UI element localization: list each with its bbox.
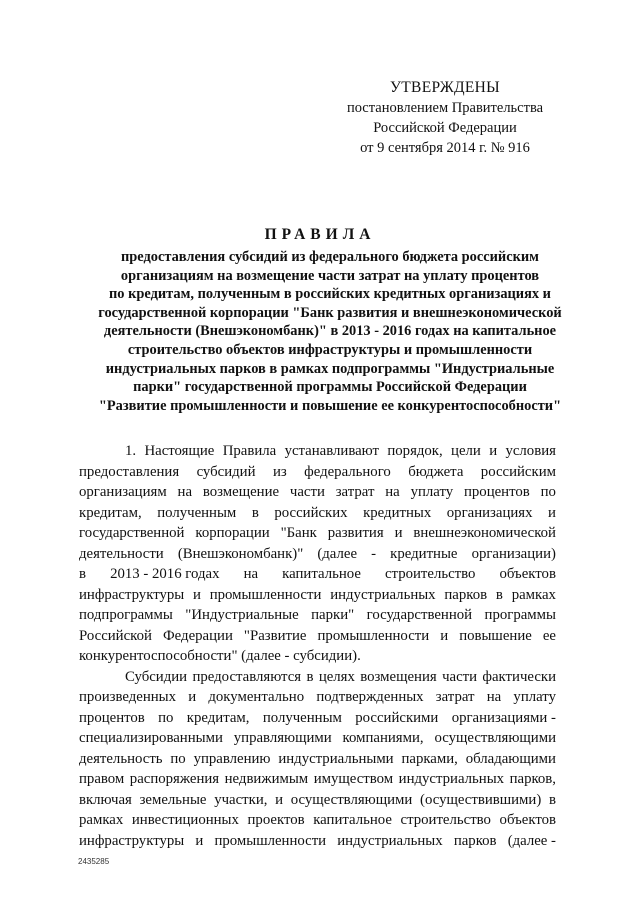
- subtitle-line: парки" государственной программы Российской Федерации: [133, 379, 527, 396]
- word: возмещение: [202, 484, 280, 500]
- word: правом: [79, 771, 125, 787]
- word: части: [442, 668, 478, 685]
- word: российскими: [355, 709, 439, 726]
- word: парки": [311, 607, 355, 623]
- word: компаниями,: [342, 730, 424, 746]
- word: имуществом: [313, 771, 394, 787]
- word: документально: [208, 689, 305, 705]
- word: участки,: [214, 791, 268, 808]
- word: осуществляющими: [290, 791, 413, 808]
- word: объектов: [499, 566, 556, 582]
- word: процентов: [79, 709, 145, 726]
- text-line: [79, 687, 556, 708]
- word: порядок,: [387, 443, 443, 459]
- word: строительство: [384, 566, 476, 582]
- word: и: [394, 525, 403, 541]
- word: промышленности: [317, 627, 430, 644]
- word: целях: [318, 668, 355, 685]
- word: рамках: [79, 812, 124, 828]
- word: в: [79, 566, 86, 582]
- word: в: [495, 586, 503, 603]
- word: затрат: [335, 484, 375, 500]
- word: на: [177, 484, 193, 500]
- word: деятельность: [79, 750, 163, 767]
- word: на: [486, 689, 502, 705]
- word: российских: [274, 504, 348, 521]
- text-line: [79, 831, 556, 852]
- word: по: [158, 709, 174, 726]
- word: проектов: [247, 812, 305, 828]
- word: кредитные: [390, 545, 458, 562]
- word: промышленности: [214, 832, 327, 849]
- word: конкурентоспособности" (далее - субсидии).: [79, 648, 361, 664]
- word: в: [251, 504, 259, 521]
- text-line: [79, 810, 556, 831]
- word: государственной: [366, 607, 473, 623]
- word: Федерации: [162, 627, 233, 644]
- word: и: [489, 443, 498, 459]
- word: цели: [451, 443, 481, 459]
- word: инфраструктуры: [79, 832, 185, 849]
- word: 2013 - 2016 годах: [110, 566, 220, 582]
- text-line: [79, 790, 556, 811]
- word: программы: [484, 607, 556, 623]
- word: затрат: [435, 689, 475, 705]
- word: управлению: [193, 750, 271, 767]
- text-line: [79, 482, 556, 503]
- document-code: 2435285: [78, 857, 110, 866]
- word: из: [272, 463, 287, 480]
- text-line: [79, 667, 556, 688]
- approval-stamp: [300, 78, 590, 158]
- word: устанавливают: [284, 443, 380, 459]
- subtitle-line: "Развитие промышленности и повышение ее конкурентоспособности": [98, 397, 562, 414]
- subtitle-line: индустриальных парков в рамках подпрограммы "Индустриальные: [105, 360, 555, 377]
- word: "Индустриальные: [185, 607, 299, 623]
- word: фактически: [482, 668, 556, 685]
- text-line: [79, 708, 556, 729]
- paragraph-1: [79, 441, 556, 667]
- word: капитальное: [282, 566, 361, 582]
- word: и: [440, 627, 449, 644]
- word: кредитам,: [186, 709, 250, 726]
- word: подпрограммы: [79, 607, 173, 623]
- word: государственной: [79, 525, 185, 541]
- word: и: [188, 689, 197, 705]
- word: на: [385, 484, 400, 500]
- word: (далее -: [507, 832, 556, 849]
- text-line: [79, 585, 556, 606]
- approval-date-line: от 9 сентября 2014 г. № 916: [360, 140, 530, 156]
- word: произведенных: [79, 689, 177, 705]
- word: недвижимым: [224, 771, 309, 787]
- word: специализированными: [79, 730, 223, 746]
- word: индустриальных: [398, 771, 505, 787]
- word: инфраструктуры: [79, 586, 185, 603]
- word: подтвержденных: [316, 689, 424, 705]
- text-line: [79, 605, 556, 626]
- word: включая: [79, 791, 132, 808]
- word: распоряжения: [129, 771, 220, 787]
- word: внешнеэкономической: [413, 525, 556, 541]
- approval-authority-line: Российской Федерации: [373, 120, 517, 136]
- word: предоставления: [79, 463, 180, 480]
- document-subtitle: [70, 248, 590, 415]
- word: организации): [471, 545, 556, 562]
- text-line: [79, 626, 556, 647]
- word: субсидий: [196, 463, 256, 480]
- word: -: [371, 545, 377, 562]
- word: (далее: [317, 545, 358, 562]
- word: по: [170, 750, 186, 767]
- word: земельные: [139, 791, 207, 808]
- word: парками,: [401, 750, 458, 767]
- word: управляющими: [233, 730, 332, 746]
- word: капитальное: [313, 812, 392, 828]
- word: федерального: [304, 463, 391, 480]
- word: и: [275, 791, 284, 808]
- word: кредитных: [363, 504, 432, 521]
- text-line: [79, 769, 556, 790]
- text-line: [79, 462, 556, 483]
- word: уплату: [410, 484, 454, 500]
- word: объектов: [499, 812, 556, 828]
- word: промышленности: [209, 586, 322, 603]
- word: полученным: [262, 709, 342, 726]
- text-line: [79, 441, 556, 462]
- word: условия: [505, 443, 556, 459]
- word: индустриальных: [330, 586, 436, 603]
- approval-title: УТВЕРЖДЕНЫ: [390, 79, 500, 96]
- word: на: [243, 566, 259, 582]
- word: обладающими: [465, 750, 556, 767]
- word: и: [548, 504, 556, 521]
- word: (Внешэкономбанк)": [177, 545, 304, 562]
- word: деятельности: [79, 545, 164, 562]
- word: организациями -: [451, 709, 556, 726]
- word: полученным: [157, 504, 237, 521]
- word: парков: [444, 586, 488, 603]
- word: развития: [327, 525, 384, 541]
- word: предоставляются: [192, 668, 302, 685]
- word: строительство: [400, 812, 491, 828]
- word: корпорации: [195, 525, 270, 541]
- word: уплату: [513, 689, 556, 705]
- subtitle-line: по кредитам, полученным в российских кредитных организациях и: [109, 286, 551, 303]
- word: "Развитие: [243, 627, 307, 644]
- word: ее: [542, 627, 556, 644]
- subtitle-line: организациям на возмещение части затрат на уплату процентов: [120, 267, 540, 284]
- subtitle-line: предоставления субсидий из федерального бюджета российским: [121, 249, 539, 265]
- word: рамках: [511, 586, 556, 603]
- word: Настоящие: [144, 443, 215, 459]
- word: организациях: [446, 504, 533, 521]
- word: парков: [453, 832, 497, 849]
- document-body: [79, 441, 556, 851]
- word: инвестиционных: [131, 812, 239, 828]
- word: в: [548, 791, 556, 808]
- word: кредитам,: [79, 504, 142, 521]
- text-line: [79, 728, 556, 749]
- word: организациям: [79, 484, 167, 500]
- text-line: [79, 564, 556, 585]
- word: возмещения: [360, 668, 437, 685]
- word: по: [540, 484, 556, 500]
- subtitle-line: деятельности (Внешэкономбанк)" в 2013 - 2016 годах на капитальное: [103, 323, 557, 340]
- text-line: [79, 503, 556, 524]
- word: и: [195, 832, 204, 849]
- subtitle-line: строительство объектов инфраструктуры и промышленности: [127, 341, 533, 358]
- word: бюджета: [408, 463, 464, 480]
- text-line: [79, 646, 556, 667]
- word: повышение: [459, 627, 532, 644]
- text-line: [79, 749, 556, 770]
- paragraph-2: [79, 667, 556, 852]
- approval-decree-line: постановлением Правительства: [346, 100, 544, 116]
- word: индустриальных: [337, 832, 443, 849]
- word: 1.: [125, 443, 137, 459]
- text-line: [79, 544, 556, 565]
- word: части: [289, 484, 325, 500]
- word: парков,: [509, 771, 556, 787]
- word: в: [306, 668, 314, 685]
- word: Правила: [222, 443, 277, 459]
- word: и: [193, 586, 201, 603]
- word: процентов: [463, 484, 530, 500]
- word: Субсидии: [125, 668, 188, 685]
- word: российским: [480, 463, 556, 480]
- word: индустриальными: [278, 750, 394, 767]
- subtitle-line: государственной корпорации "Банк развития и внешнеэкономической: [98, 304, 562, 321]
- word: "Банк: [280, 525, 317, 541]
- text-line: [79, 523, 556, 544]
- word: Российской: [79, 627, 152, 644]
- word: (осуществившими): [420, 791, 542, 808]
- document-title: ПРАВИЛА: [264, 226, 376, 243]
- word: осуществляющими: [434, 730, 556, 746]
